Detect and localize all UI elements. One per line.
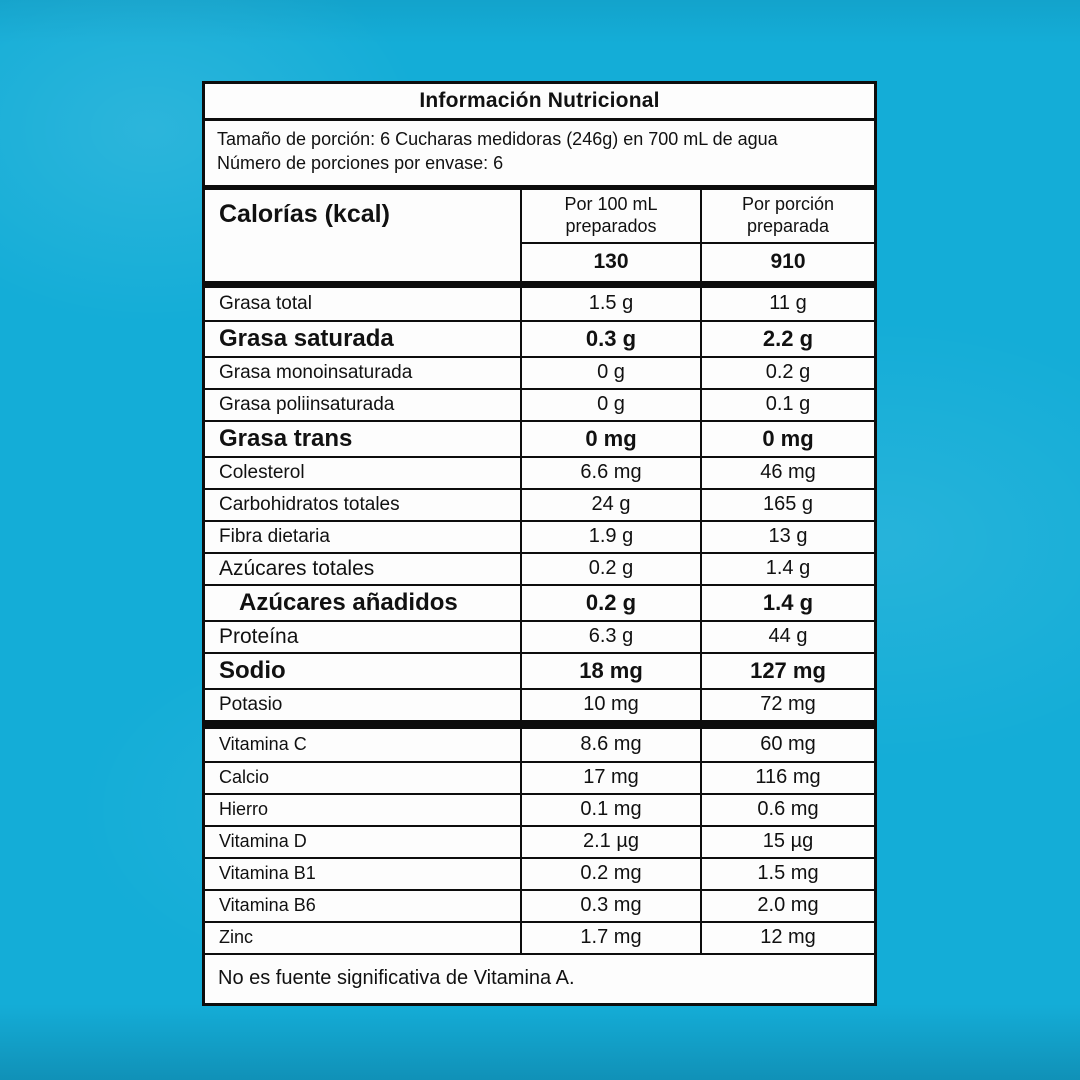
- nutrient-label: Grasa trans: [219, 424, 353, 452]
- nutrient-label: Carbohidratos totales: [219, 493, 400, 515]
- value-per-100ml: 0 g: [520, 390, 700, 420]
- table-row: [205, 761, 874, 793]
- value-per-100ml: 0.2 mg: [520, 859, 700, 889]
- table-row: [205, 652, 874, 688]
- table-row: [205, 921, 874, 953]
- table-row: [205, 456, 874, 488]
- main-nutrients-section: [205, 288, 874, 720]
- value-per-100ml: 18 mg: [520, 654, 700, 688]
- value-per-portion: 2.0 mg: [700, 891, 874, 921]
- table-row: [205, 288, 874, 320]
- calories-value-per-100ml: 130: [520, 244, 700, 281]
- nutrient-label: Grasa monoinsaturada: [219, 361, 413, 383]
- table-row: [205, 729, 874, 761]
- table-row: [205, 620, 874, 652]
- value-per-portion: 0.6 mg: [700, 795, 874, 825]
- column-header-per-portion-line1: Por porción: [741, 194, 835, 215]
- calories-value-per-portion: 910: [700, 244, 874, 281]
- table-row: [205, 356, 874, 388]
- nutrient-label: Azúcares totales: [219, 556, 375, 580]
- section-divider: [205, 281, 874, 288]
- value-per-100ml: 8.6 mg: [520, 729, 700, 761]
- table-row: [205, 793, 874, 825]
- nutrient-label: Vitamina B1: [219, 863, 316, 883]
- nutrient-label: Grasa saturada: [219, 324, 394, 352]
- serving-size-line: Tamaño de porción: 6 Cucharas medidoras (246g) en 700 mL de agua: [217, 129, 778, 149]
- table-row: [205, 688, 874, 720]
- value-per-portion: 1.5 mg: [700, 859, 874, 889]
- table-row: [205, 420, 874, 456]
- value-per-100ml: 0 mg: [520, 422, 700, 456]
- column-header-per-100ml-line2: preparados: [565, 215, 657, 236]
- column-header-per-100ml: [520, 190, 700, 244]
- table-row: [205, 488, 874, 520]
- nutrient-label: Potasio: [219, 693, 283, 715]
- value-per-portion: 12 mg: [700, 923, 874, 953]
- nutrient-label: Vitamina D: [219, 831, 307, 851]
- value-per-portion: 72 mg: [700, 690, 874, 720]
- nutrient-label: Proteína: [219, 624, 299, 648]
- table-row: [205, 584, 874, 620]
- table-row: [205, 388, 874, 420]
- value-per-portion: 0.2 g: [700, 358, 874, 388]
- value-per-100ml: 17 mg: [520, 763, 700, 793]
- value-per-portion: 15 µg: [700, 827, 874, 857]
- value-per-portion: 0.1 g: [700, 390, 874, 420]
- value-per-100ml: 6.6 mg: [520, 458, 700, 488]
- value-per-portion: 11 g: [700, 288, 874, 320]
- nutrition-title: Información Nutricional: [205, 84, 874, 121]
- nutrient-label: Grasa poliinsaturada: [219, 393, 395, 415]
- table-row: [205, 320, 874, 356]
- table-row: [205, 552, 874, 584]
- value-per-100ml: 10 mg: [520, 690, 700, 720]
- value-per-100ml: 24 g: [520, 490, 700, 520]
- value-per-100ml: 0.2 g: [520, 586, 700, 620]
- value-per-portion: 1.4 g: [700, 586, 874, 620]
- column-header-per-100ml-line1: Por 100 mL: [564, 194, 658, 215]
- nutrient-label: Hierro: [219, 799, 269, 819]
- value-per-100ml: 0.1 mg: [520, 795, 700, 825]
- calories-section: [205, 190, 874, 281]
- section-divider: [205, 720, 874, 729]
- value-per-100ml: 6.3 g: [520, 622, 700, 652]
- value-per-portion: 165 g: [700, 490, 874, 520]
- calories-label: Calorías (kcal): [219, 199, 390, 228]
- nutrient-label: Calcio: [219, 767, 270, 787]
- column-header-per-portion-line2: preparada: [746, 215, 830, 236]
- table-row: [205, 857, 874, 889]
- value-per-portion: 1.4 g: [700, 554, 874, 584]
- value-per-portion: 46 mg: [700, 458, 874, 488]
- nutrient-label: Sodio: [219, 656, 286, 684]
- value-per-portion: 44 g: [700, 622, 874, 652]
- value-per-portion: 60 mg: [700, 729, 874, 761]
- table-row: [205, 825, 874, 857]
- value-per-100ml: 1.7 mg: [520, 923, 700, 953]
- value-per-portion: 2.2 g: [700, 322, 874, 356]
- nutrient-label: Colesterol: [219, 461, 305, 483]
- nutrient-label: Vitamina C: [219, 734, 307, 754]
- value-per-portion: 116 mg: [700, 763, 874, 793]
- table-row: [205, 520, 874, 552]
- table-row: [205, 889, 874, 921]
- nutrient-label: Fibra dietaria: [219, 525, 330, 547]
- nutrition-facts-panel: [202, 81, 877, 1006]
- value-per-portion: 127 mg: [700, 654, 874, 688]
- value-per-100ml: 1.9 g: [520, 522, 700, 552]
- nutrient-label: Grasa total: [219, 292, 312, 314]
- serving-info: [205, 121, 874, 185]
- nutrient-label: Vitamina B6: [219, 895, 316, 915]
- value-per-100ml: 0.2 g: [520, 554, 700, 584]
- vitamins-section: [205, 729, 874, 953]
- value-per-100ml: 1.5 g: [520, 288, 700, 320]
- nutrient-label: Azúcares añadidos: [239, 588, 458, 616]
- value-per-100ml: 0.3 g: [520, 322, 700, 356]
- nutrient-label: Zinc: [219, 927, 254, 947]
- servings-per-container-line: Número de porciones por envase: 6: [217, 152, 504, 173]
- value-per-portion: 0 mg: [700, 422, 874, 456]
- column-header-per-portion: [700, 190, 874, 244]
- value-per-100ml: 0.3 mg: [520, 891, 700, 921]
- value-per-portion: 13 g: [700, 522, 874, 552]
- value-per-100ml: 2.1 µg: [520, 827, 700, 857]
- footnote: No es fuente significativa de Vitamina A.: [205, 953, 874, 1003]
- value-per-100ml: 0 g: [520, 358, 700, 388]
